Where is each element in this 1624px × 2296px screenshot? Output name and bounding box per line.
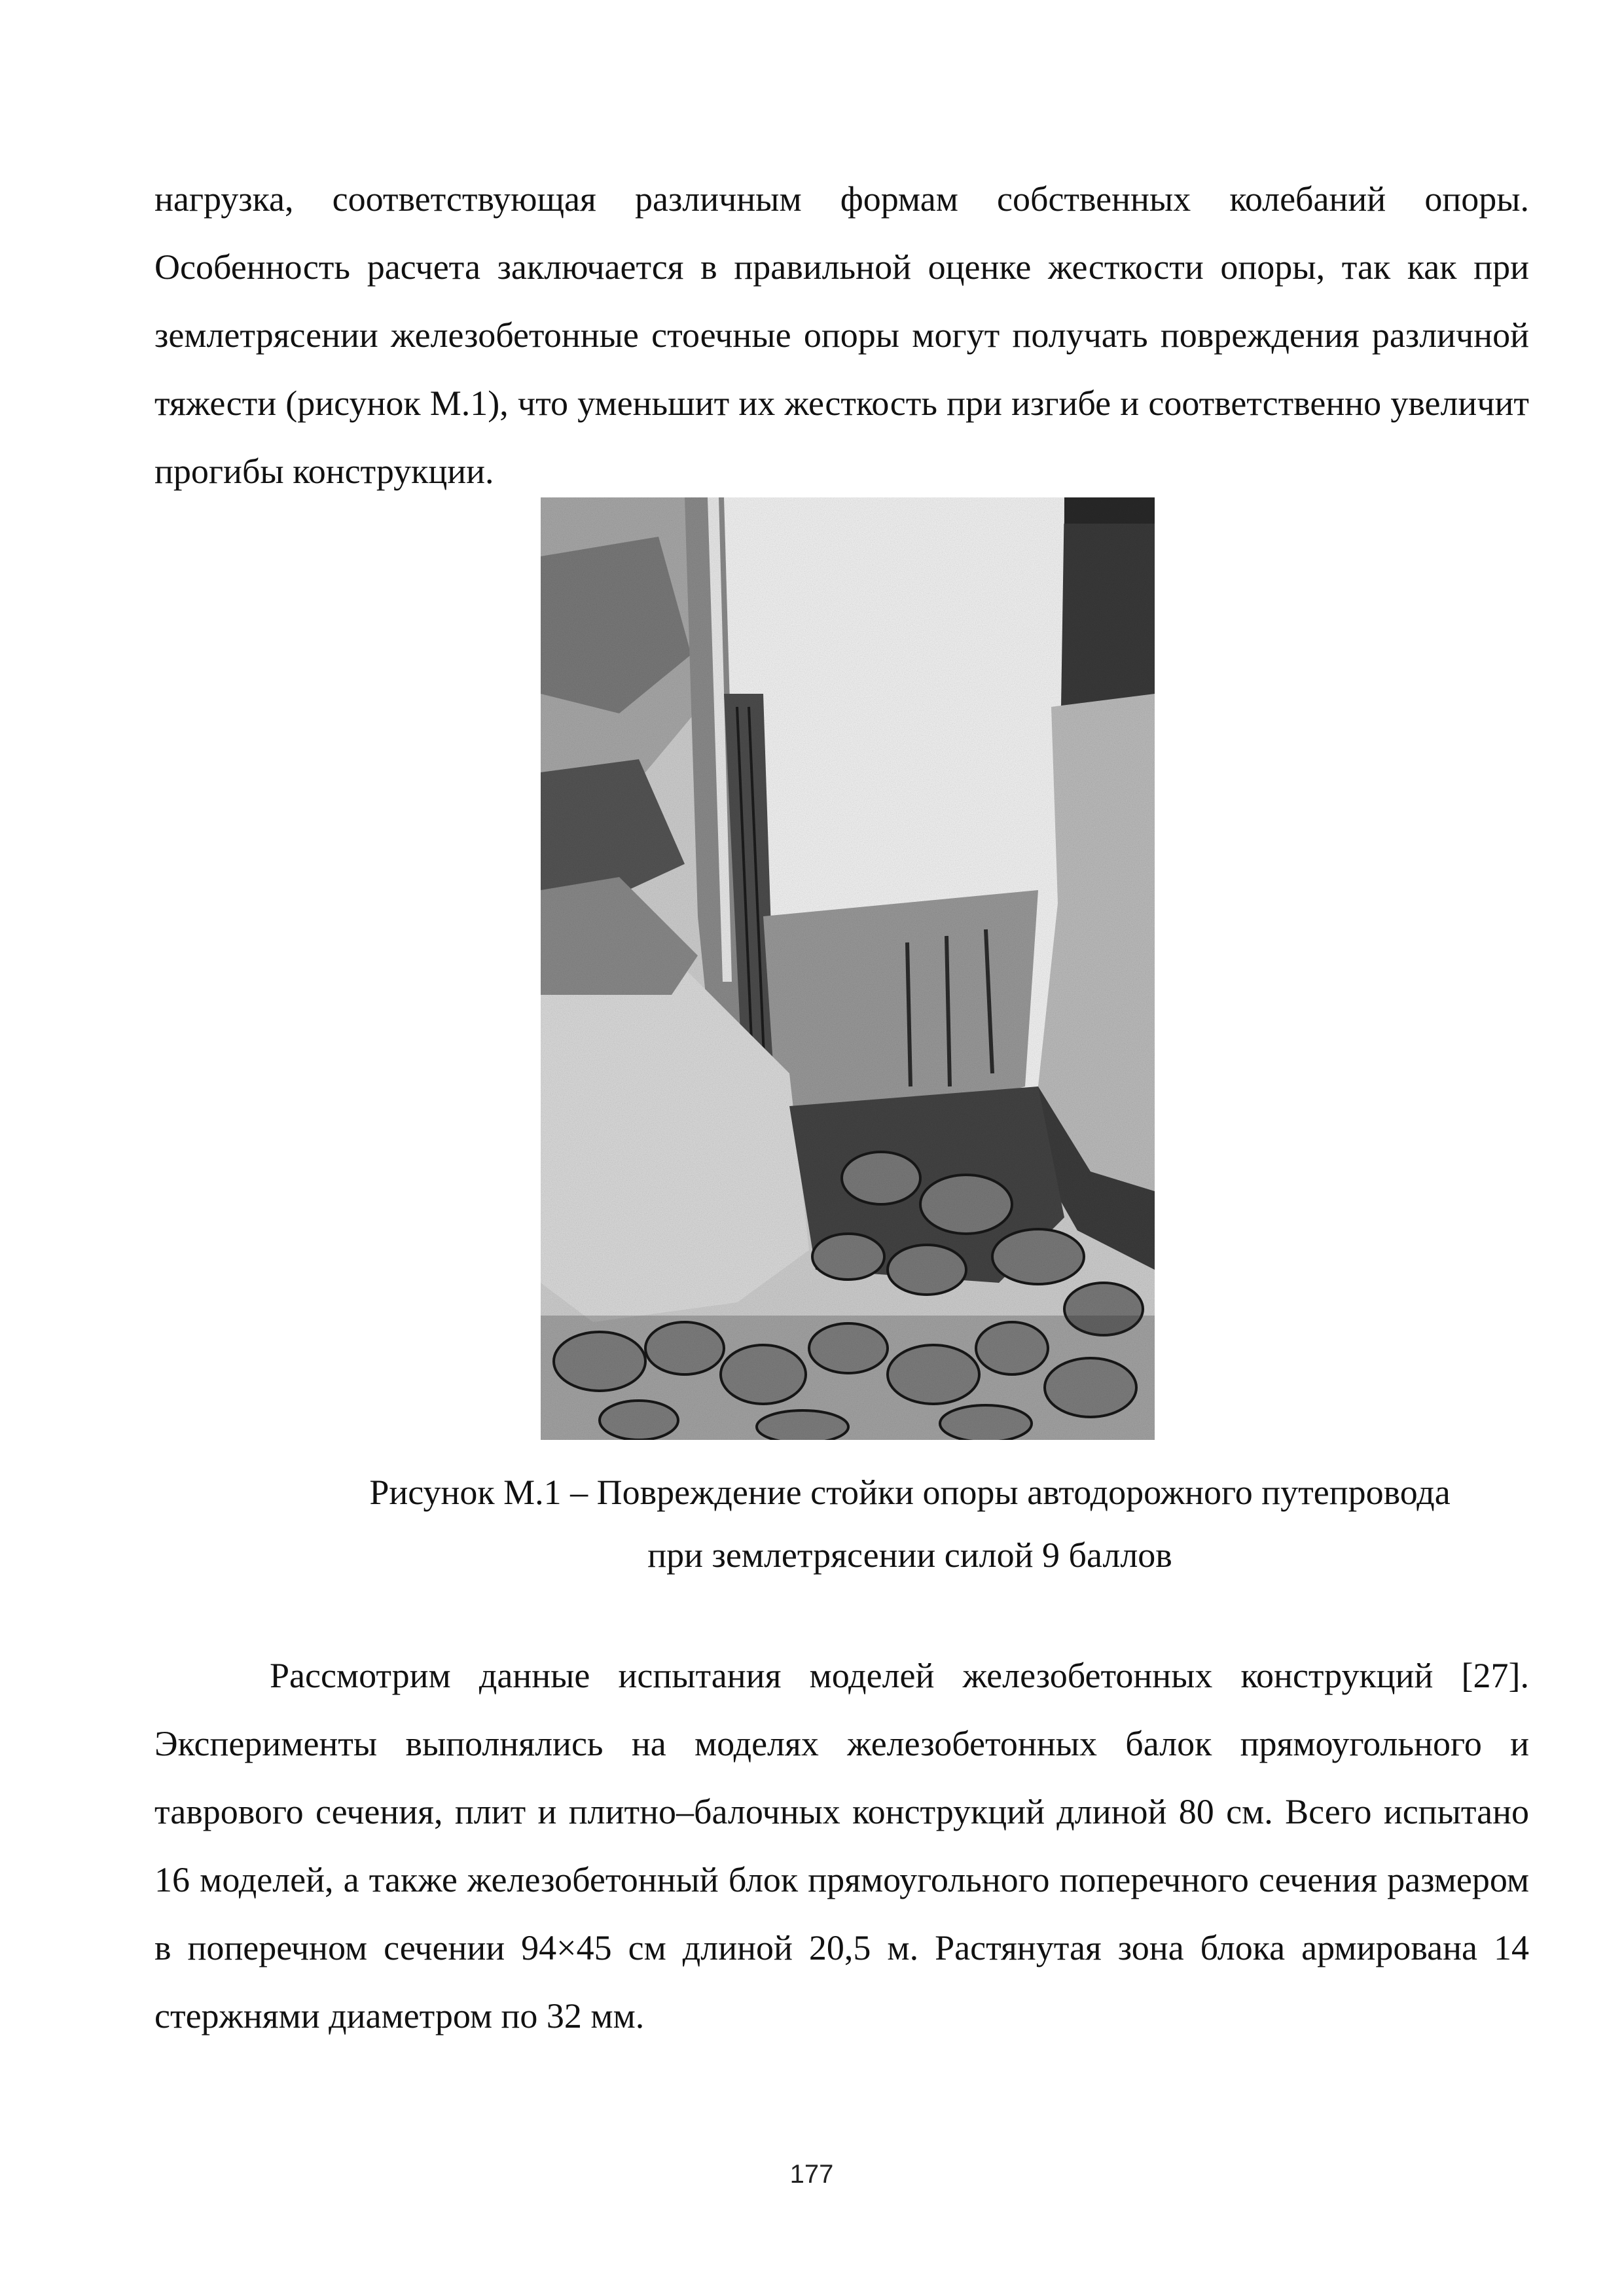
paragraph-intro: нагрузка, соответствующая различным формам собственных колебаний опоры. Особенность расчета заключается в правильной оценке жесткости опоры, так как при землетрясении железобетонные стоечные опоры могут получать повреждения различной тяжести (рисунок М.1), что уменьшит их жесткость при изгибе и соответственно увеличит прогибы конструкции. (154, 179, 1529, 491)
photo-damaged-column (541, 497, 1155, 1440)
figure-caption-line-1: Рисунок М.1 – Повреждение стойки опоры автодорожного путепровода (369, 1473, 1451, 1512)
figure-damaged-pier-photo (541, 497, 1155, 1440)
figure-caption-line-2: при землетрясении силой 9 баллов (647, 1535, 1172, 1575)
paragraph-experiments: Рассмотрим данные испытания моделей железобетонных конструкций [27]. Эксперименты выполнялись на моделях железобетонных балок прямоугольного и таврового сечения, плит и плитно–балочных конструкций длиной 80 см. Всего испытано 16 моделей, а также железобетонный блок прямоугольного поперечного сечения размером в поперечном сечении 94×45 см длиной 20,5 м. Растянутая зона блока армирована 14 стержнями диаметром по 32 мм. (154, 1656, 1529, 2036)
page-number: 177 (789, 2160, 834, 2189)
